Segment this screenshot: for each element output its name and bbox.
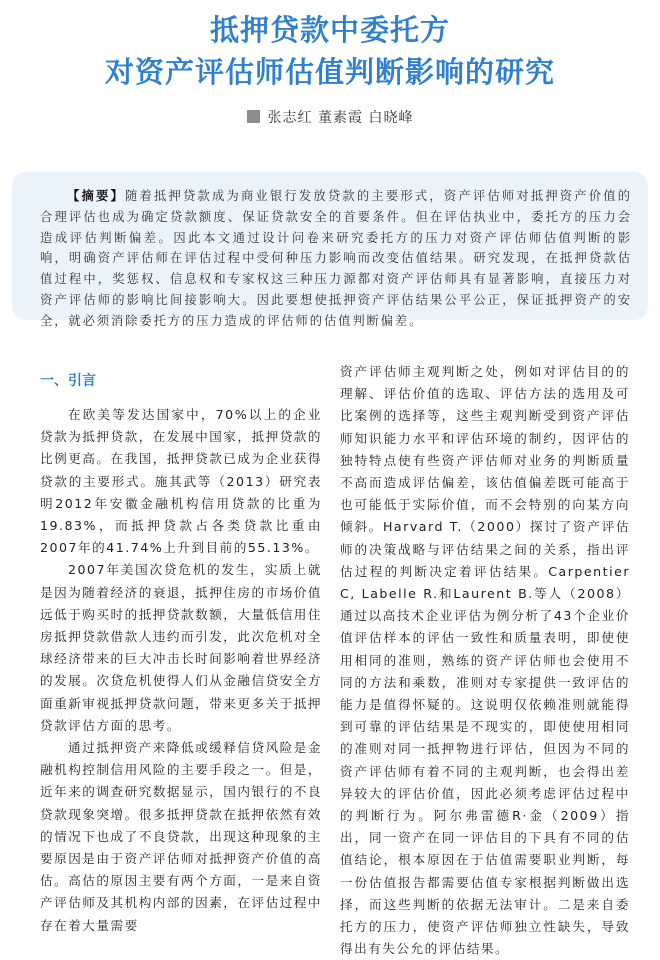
paragraph: 在欧美等发达国家中，70%以上的企业贷款为抵押贷款，在发展中国家，抵押贷款的比例更高。在我国，抵押贷款已成为企业获得贷款的主要形式。施其武等（2013）研究表明2012年安徽金融机构信用贷款的比重为19.83%，而抵押贷款占各类贷款比重由2007年的41.74%上升到目前的55.13%。 [40, 407, 322, 556]
authors: 张志红 董素霞 白晓峰 [267, 110, 414, 126]
paragraph: 通过抵押资产来降低或缓释信贷风险是金融机构控制信用风险的主要手段之一。但是，近年来的调查研究数据显示，国内银行的不良贷款现象突增。很多抵押贷款在抵押依然有效的情况下也成了不良贷款，出现这种现象的主要原因是由于资产评估师对抵押资产价值的高估。高估的原因主要有两个方面，一是来自资产评估师及其机构内部的因素，在评估过程中存在着大量需要 [40, 740, 322, 933]
article-title-line-2: 对资产评估师估值判断影响的研究 [104, 55, 555, 89]
paragraph-continued: 资产评估师主观判断之处，例如对评估目的的理解、评估价值的选取、评估方法的选用及可比案例的选择等，这些主观判断受到资产评估师知识能力水平和评估环境的制约，因评估的独特特点使有些资产评估师对业务的判断质量不高而造成评估偏差，该估值偏差既可能高于也可能低于实际价值，而不会特别的向某方向倾斜。Harvard T.（2000）探讨了资产评估师的决策战略与评估结果之间的关系，指出评估过程的判断决定着评估结果。Carpentier C, Labelle R.和Laurent B.等人（2008）通过以高技术企业评估为例分析了43个企业价值评估样本的评估一致性和质量表明，即使使用相同的准则，熟练的资产评估师也会使用不同的方法和乘数，准则对专家提供一致评估的能力是值得怀疑的。这说明仅依赖准则就能得到可靠的评估结果是不现实的，即使使用相同的准则对同一抵押物进行评估，但因为不同的资产评估师有着不同的主观判断，也会得出差异较大的评估价值，因此必须考虑评估过程中的判断行为。阿尔弗雷德R·金（2009）指出，同一资产在同一评估目的下具有不同的估值结论，根本原因在于估值需要职业判断，每一份估值报告都需要估值专家根据判断做出选择，而这些判断的依据无法审计。二是来自委托方的压力，使资产评估师独立性缺失，导致得出有失公允的评估结果。 [340, 364, 630, 957]
section-heading-introduction: 一、引言 [40, 373, 96, 389]
abstract-text [40, 186, 632, 332]
left-column [40, 404, 322, 937]
abstract-body: 随着抵押贷款成为商业银行发放贷款的主要形式，资产评估师对抵押资产价值的合理评估也成为确定贷款额度、保证贷款安全的首要条件。但在评估执业中，委托方的压力会造成评估判断偏差。因此本文通过设计问卷来研究委托方的压力对资产评估师估值判断的影响，明确资产评估师在评估过程中受何种压力影响而改变估值结果。研究发现，在抵押贷款估值过程中，奖惩权、信息权和专家权这三种压力源都对资产评估师具有显著影响，直接压力对资产评估师的影响比间接影响大。因此要想使抵押资产评估结果公平公正，保证抵押资产的安全，就必须消除委托方的压力造成的评估师的估值判断偏差。 [40, 189, 632, 328]
author-line [0, 107, 660, 127]
right-column [340, 361, 630, 960]
square-bullet-icon [247, 110, 260, 123]
abstract-box [12, 172, 648, 328]
article-title-line-1: 抵押贷款中委托方 [209, 13, 450, 47]
abstract-label: 【摘要】 [67, 189, 125, 203]
paragraph: 2007年美国次贷危机的发生，实质上就是因为随着经济的衰退，抵押住房的市场价值远低于购买时的抵押贷款数额，大量低信用住房抵押贷款借款人违约而引发，此次危机对全球经济带来的巨大冲击长时间影响着世界经济的发展。次贷危机使得人们从金融信贷安全方面重新审视抵押贷款问题，带来更多关于抵押贷款评估方面的思考。 [40, 562, 322, 733]
